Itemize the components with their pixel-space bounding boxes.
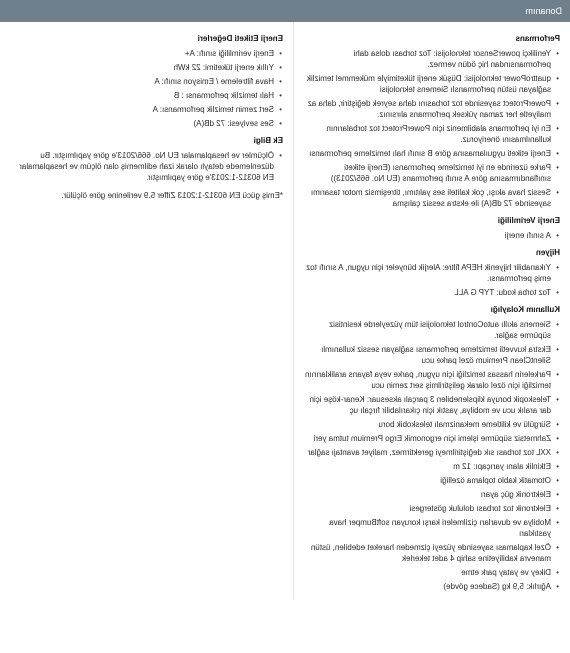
list-item: • Sert zemin temizlik performansı: A	[10, 104, 283, 115]
list-item: • Yıkanabilir hijyenik HEPA filtre: Alerjik bünyeler için uygun, A sınıfı toz emiş performansı.	[302, 262, 560, 284]
section-title: Donanım	[525, 6, 562, 16]
list-item: • Parke üzerinde en iyi temizleme performansı (Enerji etiketi sınıflandırmasına göre A sınıfı performans (EU No. 665/2013))	[302, 162, 560, 184]
content-columns	[0, 22, 570, 599]
list-item: • Mobilya ve duvarları çizilmeleri karşı koruyan softBumper hava yastıkları	[302, 517, 560, 539]
list-item: • Hava filtreleme / Emisyon sınıfı: A	[10, 76, 283, 87]
energy-label-heading: Enerji Etiketi Değerleri	[197, 34, 283, 43]
feature-section-heading: Performans	[515, 34, 560, 43]
list-item: • Zahmetsiz süpürme işlemi için ergonomik Ergo Premium tutma yeri	[302, 433, 560, 444]
feature-section-heading: Kullanım Kolaylığı	[490, 305, 560, 314]
energy-column	[0, 22, 293, 599]
list-item: • Siemens akıllı autoControl teknolojisi tüm yüzeylerde kesintisiz süpürme sağlar.	[302, 319, 560, 341]
list-item: • Ağırlık: 5,9 kg (Sadece gövde)	[302, 581, 560, 592]
list-item: • quattroPower teknolojisi: Düşük enerji tüketimiyle mükemmel temizlik sağlayan üstün performanslı Siemens teknolojisi	[302, 73, 560, 95]
section-header	[0, 0, 570, 22]
list-item: • Toz torba kodu: TYP G ALL	[302, 287, 560, 298]
extra-info-list	[10, 150, 283, 183]
feature-list	[302, 230, 560, 241]
list-item: • Teleskopik boruya klipslenebilen 3 parçalı aksesuar: Kenar-köşe için dar aralık ucu ve mobilya, yastık için çıkarılabilir fırçalı uç	[302, 394, 560, 416]
list-item: • Parkelerin hassas temizliği için uygun, parke veya fayans araliklarının temizliği için özel olarak geliştirilmiş sert zemin ucu	[302, 369, 560, 391]
list-item: • Ses seviyesi: 72 dB(A)	[10, 118, 283, 129]
list-item: • Enerji verimliliği sınıfı: A+	[10, 48, 283, 59]
list-item: • PowerProtect sayesinde toz torbasını daha seyrek değiştirir, daha az maliyetle her zaman yüksek performans alırsınız.	[302, 98, 560, 120]
feature-list	[302, 262, 560, 298]
list-item: • Enerji etiketi uyguılamasına göre B sınıfı halı temizleme performansı	[302, 148, 560, 159]
list-item: • En iyi performans alabilmeniz için PowerProtect toz torbalarının kullanılmasını öneriyoruz.	[302, 123, 560, 145]
feature-list	[302, 319, 560, 592]
list-item: • Özel kaplaması sayesinde yüzeyi çizmeden hareket edebilen, üstün manevra kabiliyetine sahip 4 adet tekerlek	[302, 542, 560, 564]
list-item: • Halı temizlik performansı : B	[10, 90, 283, 101]
list-item: • Etkinlik alanı yarıçapı: 12 m	[302, 461, 560, 472]
list-item: • Yenilikçi powerSensor teknolojisi: Toz torbası dolsa dahi performansından hiç ödün vermez.	[302, 48, 560, 70]
list-item: • Otomatik kablo toplama özelliği	[302, 475, 560, 486]
list-item: • Sessiz hava akışı, çok kaliteli ses yalıtımı, titreşimsiz motor tasarımı sayesinde 72 dB(A) ile ekstra sessiz çalışma	[302, 187, 560, 209]
list-item: • XXL toz torbası sık değiştirilmeyi gerektirmez, maliyet avantajı sağlar	[302, 447, 560, 458]
energy-label-list	[10, 48, 283, 129]
features-column	[293, 22, 570, 599]
feature-section-heading: Enerji Verimliliği	[497, 216, 560, 225]
list-item: • Elektronik toz torbası doluluk göstergesi	[302, 503, 560, 514]
list-item: • Ölçümler ve hesaplamalar EU No. 666/2013'e göre yapılmıştır. Bu düzenlemede detaylı olarak izah edilmemiş olan ölçüm ve hesaplamalar EN 60312-1:2013'e göre yapılmıştır.	[10, 150, 283, 183]
list-item: • Dikey ve yatay park etme	[302, 567, 560, 578]
suction-note: *Emiş gücü EN 60312-1:2013 Ziffer 5.9 verilenine göre ölçülür.	[61, 191, 283, 200]
feature-list	[302, 48, 560, 209]
list-item: • Elektronik güç ayarı	[302, 489, 560, 500]
list-item: • Ekstra kuvvetli temizleme performansı sağlayan sessiz kullanımlı SilentClean Premium özel parke ucu	[302, 344, 560, 366]
list-item: • Sürgülü ve kilitleme mekanizmalı teleskobik boru	[302, 419, 560, 430]
feature-section-heading: Hijyen	[535, 248, 560, 257]
list-item: • A sınıfı enerji	[302, 230, 560, 241]
extra-info-heading: Ek Bilgi	[253, 136, 283, 145]
list-item: • Yıllık enerji tüketimi: 22 kWh	[10, 62, 283, 73]
